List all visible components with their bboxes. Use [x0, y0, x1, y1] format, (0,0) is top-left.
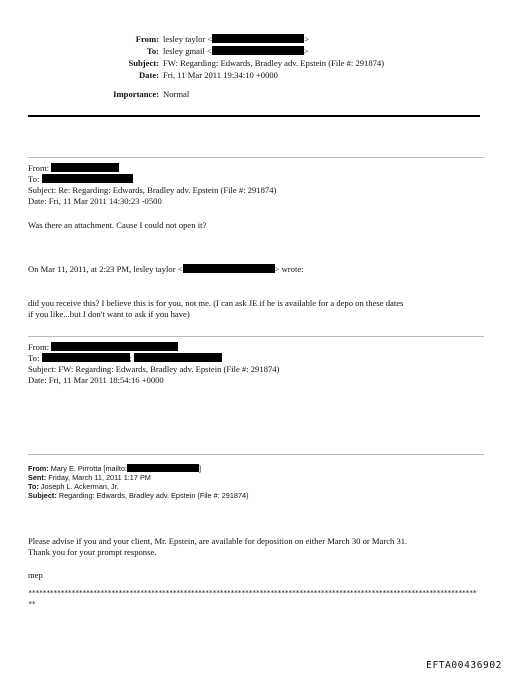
- redaction-block: [51, 342, 178, 351]
- msg3-subject-line: Subject: Regarding: Edwards, Bradley adv. Epstein (File #: 291874): [28, 491, 249, 500]
- msg3-body-line2: Thank you for your prompt response.: [28, 547, 157, 557]
- redaction-block: [127, 464, 199, 472]
- header-divider: [28, 115, 480, 117]
- redaction-block: [212, 46, 304, 55]
- msg2-date-line: Date: Fri, 11 Mar 2011 18:54:16 +0000: [28, 375, 164, 385]
- header-to-label: To:: [146, 46, 159, 56]
- msg1-date-line: Date: Fri, 11 Mar 2011 14:30:23 -0500: [28, 196, 162, 206]
- message-divider: [28, 157, 484, 158]
- redaction-block: [212, 34, 304, 43]
- header-date-label: Date:: [138, 70, 159, 80]
- header-to-value: lesley gmail < >: [163, 46, 309, 56]
- redaction-block: [51, 163, 119, 172]
- message-divider: [28, 454, 484, 455]
- quote-intro: On Mar 11, 2011, at 2:23 PM, lesley taylor < > wrote:: [28, 264, 304, 274]
- quote-body-line1: did you receive this? I believe this is for you, not me. (I can ask JE if he is available for a depo on these dates: [28, 298, 404, 308]
- msg3-to-line: To: Joseph L. Ackerman, Jr.: [28, 482, 119, 491]
- msg1-body: Was there an attachment. Cause I could not open it?: [28, 220, 207, 230]
- header-importance-value: Normal: [163, 89, 190, 99]
- header-from-label: From:: [135, 34, 159, 44]
- msg1-subject-line: Subject: Re: Regarding: Edwards, Bradley adv. Epstein (File #: 291874): [28, 185, 277, 195]
- asterisk-separator-tail: **: [28, 600, 36, 608]
- redaction-block: [183, 264, 275, 273]
- msg1-to-line: To:: [28, 174, 133, 184]
- top-header: [0, 34, 512, 104]
- redaction-block: [134, 353, 222, 362]
- header-importance-label: Importance:: [113, 89, 159, 99]
- msg1-from-line: From:: [28, 163, 119, 173]
- asterisk-separator: ****************************************************************************************************************************: [28, 589, 477, 597]
- header-date-value: Fri, 11 Mar 2011 19:34:10 +0000: [163, 70, 278, 80]
- msg3-signature: mep: [28, 570, 43, 580]
- redaction-block: [42, 174, 133, 183]
- msg3-from-line: From: Mary E. Pirrotta [mailto: ]: [28, 464, 201, 473]
- header-from-value: lesley taylor < >: [163, 34, 310, 44]
- bates-number: EFTA00436902: [426, 660, 502, 671]
- msg2-to-line: To: ;: [28, 353, 222, 363]
- quote-body-line2: if you like...but I don't want to ask if you have): [28, 309, 190, 319]
- msg2-subject-line: Subject: FW: Regarding: Edwards, Bradley adv. Epstein (File #: 291874): [28, 364, 280, 374]
- msg2-from-line: From:: [28, 342, 178, 352]
- msg3-body-line1: Please advise if you and your client, Mr. Epstein, are available for deposition on either March 30 or March 31.: [28, 536, 408, 546]
- redaction-block: [42, 353, 130, 362]
- message-divider: [28, 336, 484, 337]
- header-subject-label: Subject:: [128, 58, 159, 68]
- msg3-sent-line: Sent: Friday, March 11, 2011 1:17 PM: [28, 473, 151, 482]
- header-subject-value: FW: Regarding: Edwards, Bradley adv. Epstein (File #: 291874): [163, 58, 385, 68]
